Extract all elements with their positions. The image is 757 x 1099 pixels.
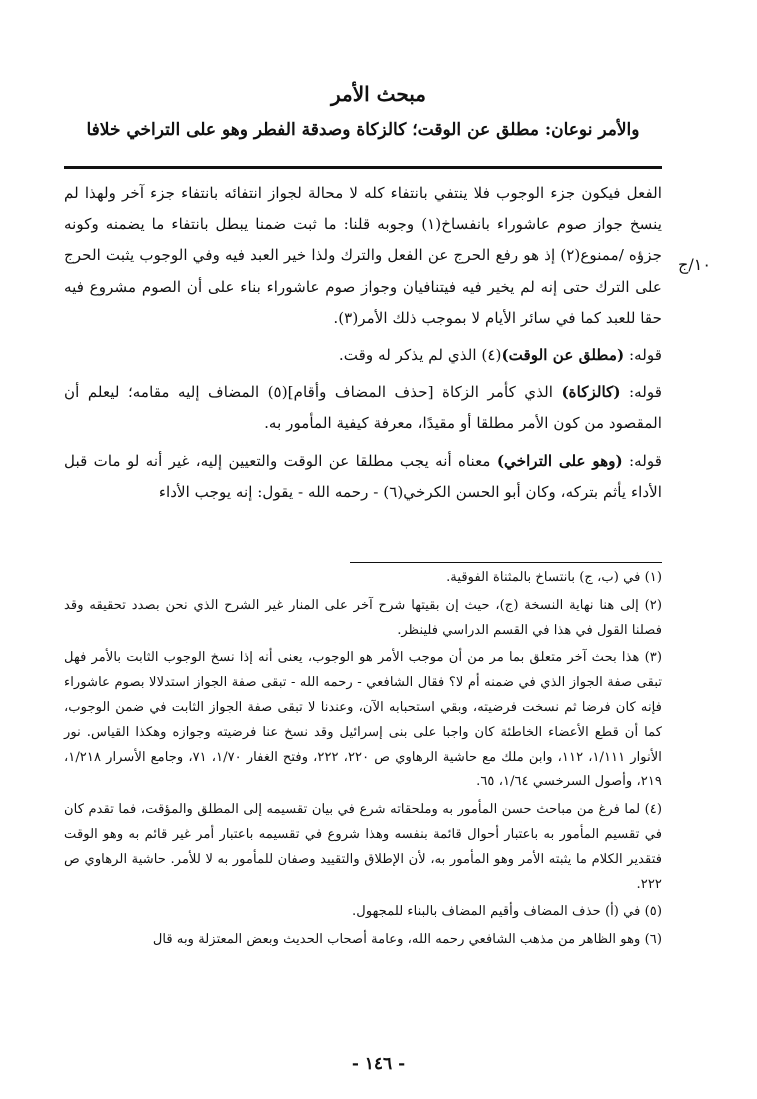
paragraph-quote-1 bbox=[64, 340, 662, 371]
quote-text: الذي كأمر الزكاة [حذف المضاف وأقام](٥) المضاف إليه مقامه؛ ليعلم أن المقصود من كون الأمر مطلقا أو مقيدًا، معرفة كيفية المأمور به. bbox=[64, 383, 662, 433]
footnote-2: (٢) إلى هنا نهاية النسخة (ج)، حيث إن بقيتها شرح آخر على المنار غير الشرح الذي نحن بصدد تحقيقه وقد فصلنا القول في هذا في القسم الدراسي فلينظر. bbox=[64, 597, 662, 638]
quote-term: (مطلق عن الوقت) bbox=[501, 346, 625, 365]
footnote-4: (٤) لما فرغ من مباحث حسن المأمور به وملحقاته شرع في بيان تقسيمه إلى المطلق والمؤقت، فما تقدم كان في تقسيم المأمور به باعتبار أحوال قائمة بنفسه وهذا شروع في تقسيمه باعتبار أمر غير قائم به وهو الوقت فتقدير الكلام ما يثبته الأمر وهو المأمور به، لأن الإطلاق والتقييد وصفان للمأمور به لا للأمر. حاشية الرهاوي ص ٢٢٢. bbox=[64, 802, 662, 892]
quote-text: (٤) الذي لم يذكر له وقت. bbox=[338, 346, 502, 365]
quote-text: معناه أنه يجب مطلقا عن الوقت والتعيين إليه، غير أنه لو مات قبل الأداء يأثم بتركه، وكان أبو الحسن الكرخي(٦) - رحمه الله - يقول: إنه يوجب الأداء bbox=[64, 451, 662, 501]
quote-prefix: قوله: bbox=[629, 346, 662, 365]
paragraph-commentary: الفعل فيكون جزء الوجوب فلا ينتفي بانتفاء كله لا محالة لجواز انتفائه بانتفاء جزء آخر ولهذا لم ينسخ جواز صوم عاشوراء بانفساخ(١) وجوبه قلنا: ما ثبت ضمنا يبطل بانتفاء ما يضمنه وكونه جزؤه /ممنوع(٢) إذ هو رفع الحرج عن الفعل والترك ولذا خير العبد فيه وفي الوجوب يثبت الحرج على الترك حتى إنه لم يخير فيه فيتنافيان وجواز صوم عاشوراء بناء على أن الصوم مشروع فيه حقا للعبد كما في سائر الأيام لا بموجب ذلك الأمر(٣). bbox=[64, 184, 662, 327]
section-subtitle: والأمر نوعان: مطلق عن الوقت؛ كالزكاة وصدقة الفطر وهو على التراخي خلافا bbox=[86, 120, 640, 140]
paragraph-quote-2 bbox=[64, 377, 662, 439]
page-number: - ١٤٦ - bbox=[351, 1054, 406, 1074]
footnote-5: (٥) في (أ) حذف المضاف وأقيم المضاف بالبناء للمجهول. bbox=[352, 904, 662, 920]
quote-prefix: قوله: bbox=[629, 451, 662, 470]
footnotes bbox=[64, 566, 662, 956]
footnote-divider bbox=[350, 562, 662, 563]
main-text bbox=[64, 178, 662, 508]
footnote-1: (١) في (ب، ج) بانتساخ بالمثناة الفوقية. bbox=[446, 570, 662, 585]
margin-manuscript-ref: ١٠/ج bbox=[678, 255, 711, 274]
footnote-6: (٦) وهو الظاهر من مذهب الشافعي رحمه الله، وعامة أصحاب الحديث وبعض المعتزلة وبه قال bbox=[152, 932, 662, 948]
quote-prefix: قوله: bbox=[629, 383, 663, 402]
section-title: مبحث الأمر bbox=[331, 82, 426, 106]
paragraph-quote-3 bbox=[64, 446, 662, 508]
header-divider bbox=[64, 166, 662, 169]
quote-term: (كالزكاة) bbox=[561, 383, 621, 402]
footnote-3: (٣) هذا بحث آخر متعلق بما مر من أن موجب الأمر هو الوجوب، يعنى أنه إذا نسخ الوجوب الثابت بالأمر فهل تبقى صفة الجواز الذي في ضمنه أم لا؟ فقال الشافعي - رحمه الله - تبقى صفة الجواز استدلالا بصوم عاشوراء فإنه كان فرضا ثم نسخت فرضيته، وبقي استحبابه الآن، وعندنا لا تبقى صفة الجواز الثابت في ضمن الوجوب، كما أن قطع الأعضاء الخاطئة كان واجبا على بنى إسرائيل وقد نسخ عنا فرضيته وجوازه وهكذا القياس. نور الأنوار ١/١١١، ١١٢، وابن ملك مع حاشية الرهاوي ص ٢٢٠، ٢٢٢، وفتح الغفار ١/٧٠، ٧١، وجامع الأسرار ١/٢١٨، ٢١٩، وأصول السرخسي ١/٦٤، ٦٥. bbox=[64, 650, 662, 790]
quote-term: (وهو على التراخي) bbox=[496, 451, 623, 470]
